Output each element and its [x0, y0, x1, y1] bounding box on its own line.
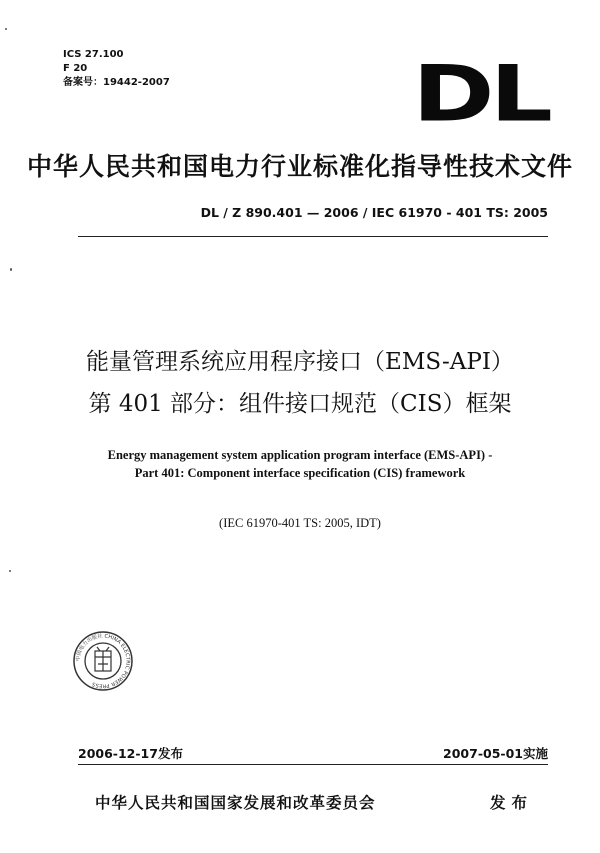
ics-code: ICS 27.100 — [63, 49, 124, 60]
classification-code: F 20 — [63, 63, 88, 74]
title-english-line-1: Energy management system application program interface (EMS-API) - — [107, 448, 493, 462]
scan-speck — [10, 268, 12, 271]
scan-speck — [5, 28, 7, 30]
record-number: 备案号：19442-2007 — [63, 77, 170, 88]
publisher-seal-icon — [72, 630, 134, 692]
publisher-name: 中华人民共和国国家发展和改革委员会 — [95, 793, 376, 812]
issue-date: 2006-12-17发布 — [78, 746, 183, 761]
implementation-date: 2007-05-01实施 — [443, 746, 548, 761]
iec-equivalence: (IEC 61970-401 TS: 2005, IDT) — [219, 516, 381, 530]
standard-number: DL / Z 890.401 — 2006 / IEC 61970 - 401 TS: 2005 — [200, 205, 548, 220]
bottom-divider — [78, 764, 548, 765]
seal-ring-text: 中国电力出版社 CHINA ELECTRIC POWER PRESS — [75, 633, 131, 689]
title-chinese-line-2: 第 401 部分：组件接口规范（CIS）框架 — [88, 391, 512, 417]
publish-label: 发布 — [490, 793, 534, 812]
top-divider — [78, 236, 548, 237]
document-type-title: 中华人民共和国电力行业标准化指导性技术文件 — [26, 152, 573, 181]
scan-speck — [9, 570, 11, 572]
title-english-line-2: Part 401: Component interface specification (CIS) framework — [134, 466, 466, 480]
title-chinese-line-1: 能量管理系统应用程序接口（EMS-API） — [86, 349, 514, 375]
dl-logo: DL — [411, 48, 548, 139]
